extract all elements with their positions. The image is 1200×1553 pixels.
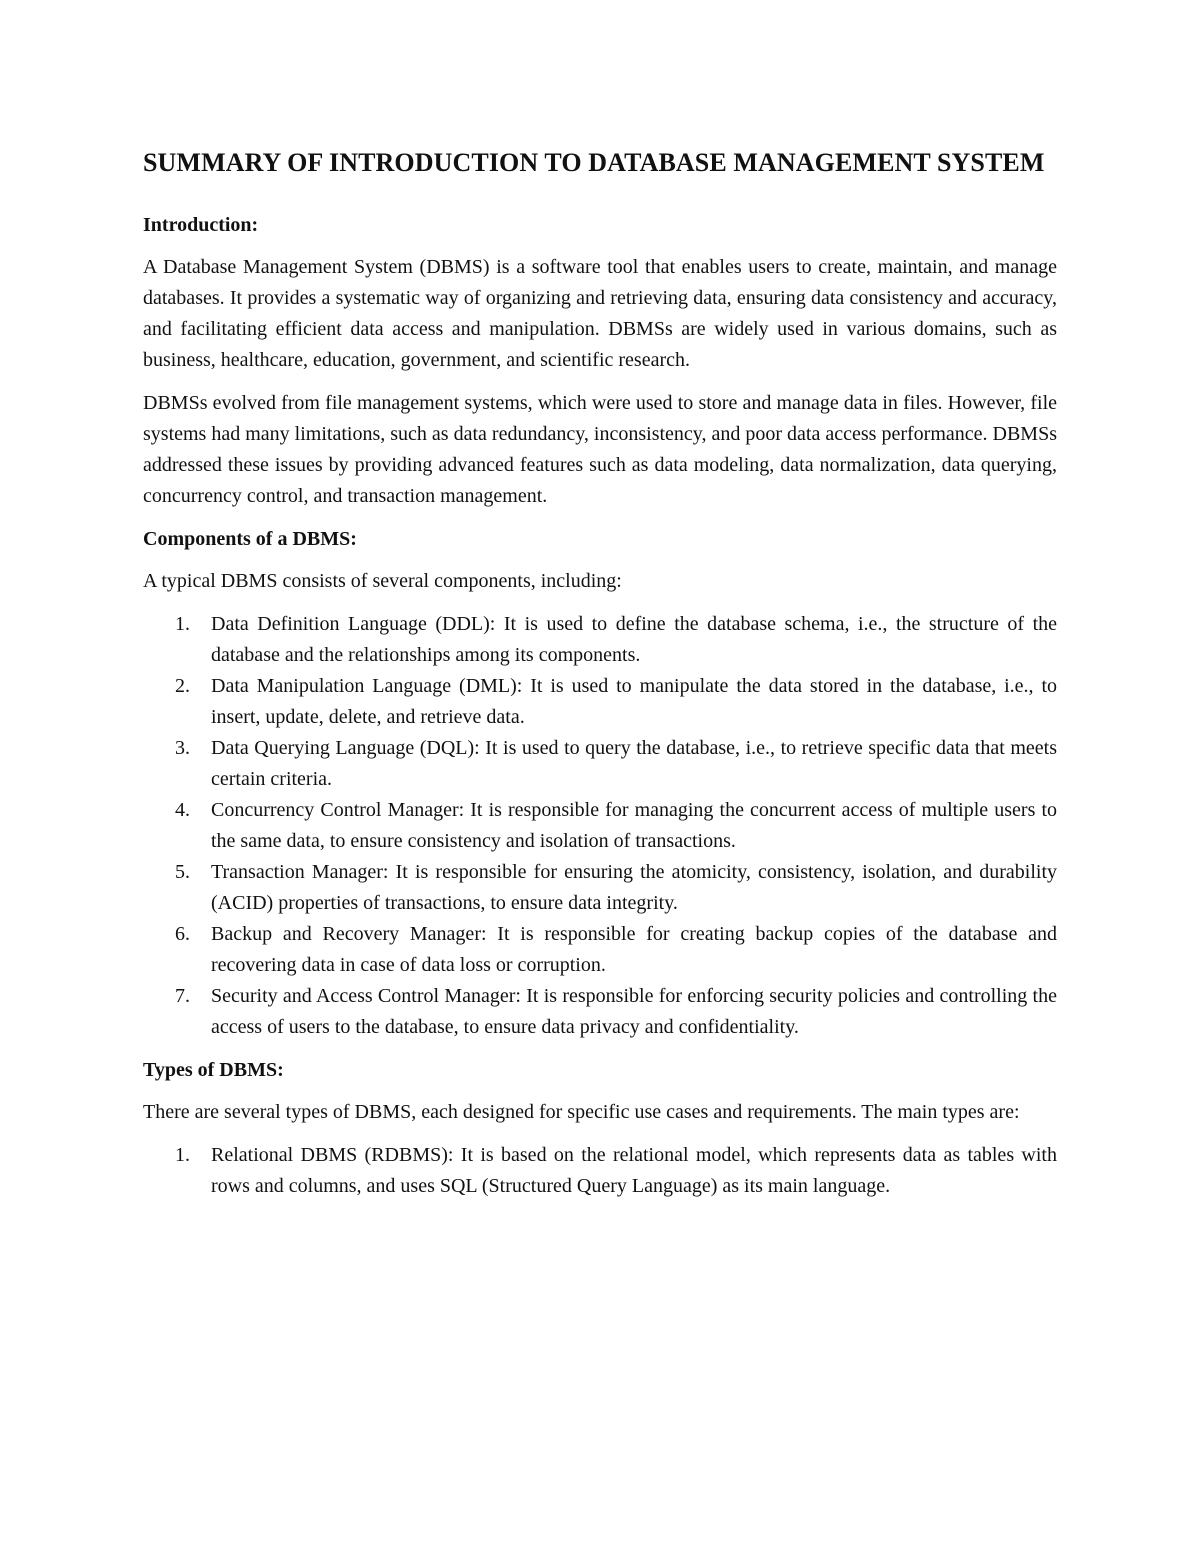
list-item-text: Concurrency Control Manager: It is responsible for managing the concurrent access of multiple users to the same data, to ensure consistency and isolation of transactions. [211,799,1057,852]
list-item-number: 4. [175,799,190,821]
list-item [143,671,1057,733]
list-item-number: 1. [175,1144,190,1166]
list-item-number: 6. [175,923,190,945]
section-heading-components: Components of a DBMS: [143,528,357,550]
list-item-number: 5. [175,861,190,883]
section-heading-types: Types of DBMS: [143,1059,284,1081]
list-item [143,795,1057,857]
paragraph-types-intro: There are several types of DBMS, each designed for specific use cases and requirements. The main types are: [143,1101,1020,1123]
list-item [143,1140,1057,1202]
list-item-number: 1. [175,613,190,635]
list-item-number: 2. [175,675,190,697]
list-item [143,919,1057,981]
paragraph-introduction-1: A Database Management System (DBMS) is a software tool that enables users to create, maintain, and manage databases. It provides a systematic way of organizing and retrieving data, ensuring data consistency and accuracy, and facilitating efficient data access and manipulation. DBMSs are widely used in various domains, such as business, healthcare, education, government, and scientific research. [143,256,1057,371]
paragraph-introduction-2: DBMSs evolved from file management systems, which were used to store and manage data in files. However, file systems had many limitations, such as data redundancy, inconsistency, and poor data access performance. DBMSs addressed these issues by providing advanced features such as data modeling, data normalization, data querying, concurrency control, and transaction management. [143,392,1057,507]
paragraph-components-intro: A typical DBMS consists of several components, including: [143,570,622,592]
list-item-text: Transaction Manager: It is responsible for ensuring the atomicity, consistency, isolation, and durability (ACID) properties of transactions, to ensure data integrity. [211,861,1057,914]
list-item-text: Data Querying Language (DQL): It is used to query the database, i.e., to retrieve specific data that meets certain criteria. [211,737,1057,790]
list-item-number: 7. [175,985,190,1007]
components-list [143,609,1057,1043]
list-item-text: Relational DBMS (RDBMS): It is based on the relational model, which represents data as tables with rows and columns, and uses SQL (Structured Query Language) as its main language. [211,1144,1057,1197]
list-item-text: Data Manipulation Language (DML): It is used to manipulate the data stored in the database, i.e., to insert, update, delete, and retrieve data. [211,675,1057,728]
list-item-text: Data Definition Language (DDL): It is used to define the database schema, i.e., the structure of the database and the relationships among its components. [211,613,1057,666]
list-item-text: Backup and Recovery Manager: It is responsible for creating backup copies of the database and recovering data in case of data loss or corruption. [211,923,1057,976]
list-item [143,857,1057,919]
list-item-text: Security and Access Control Manager: It is responsible for enforcing security policies and controlling the access of users to the database, to ensure data privacy and confidentiality. [211,985,1057,1038]
section-heading-introduction: Introduction: [143,214,259,236]
list-item [143,981,1057,1043]
types-list [143,1140,1057,1202]
document-title: SUMMARY OF INTRODUCTION TO DATABASE MANAGEMENT SYSTEM [143,148,1045,177]
list-item [143,733,1057,795]
list-item [143,609,1057,671]
list-item-number: 3. [175,737,190,759]
document-content [143,138,1057,1214]
